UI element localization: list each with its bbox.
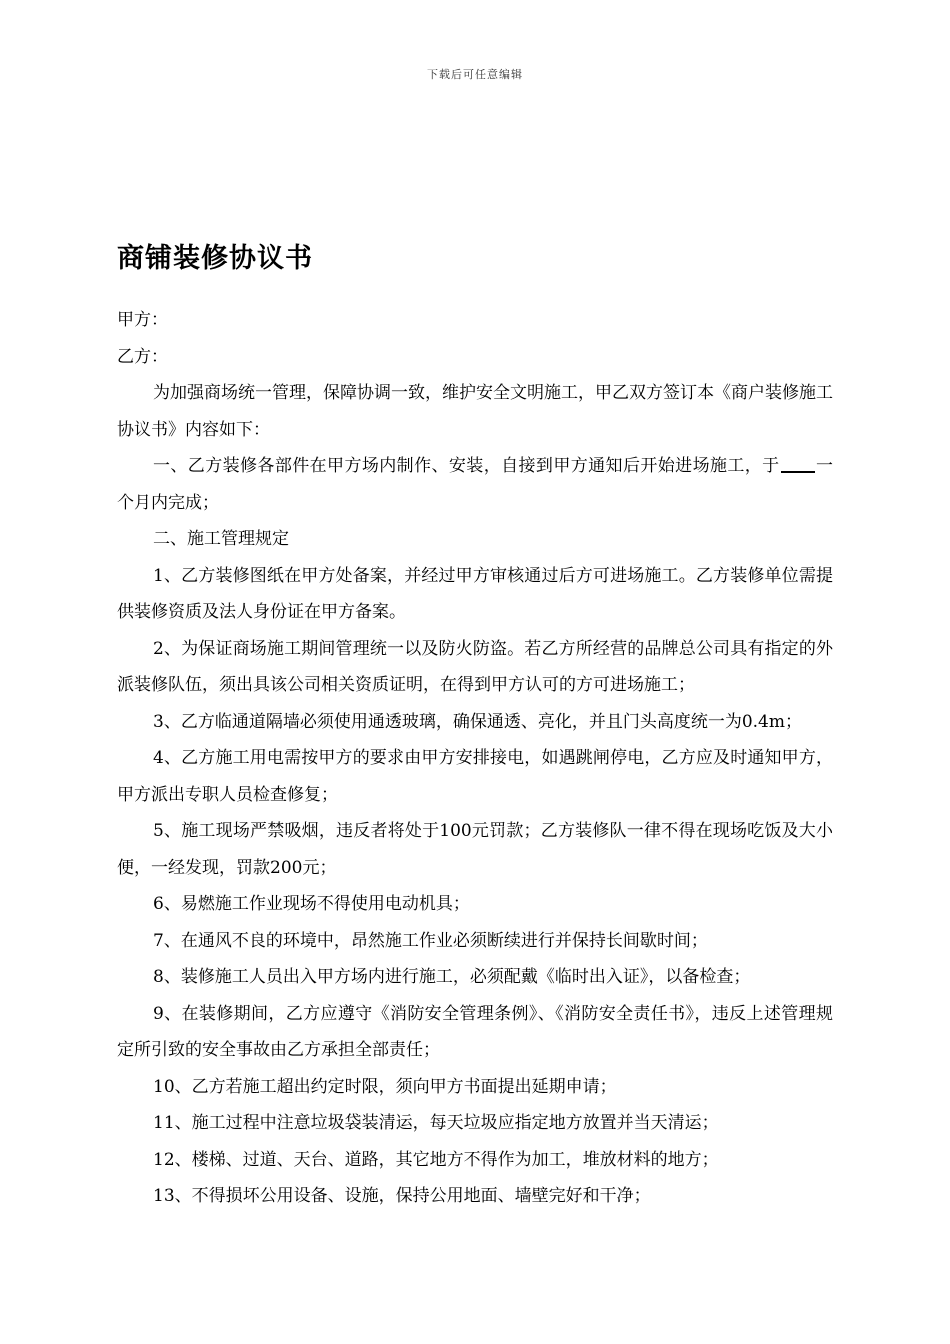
party-a-line: 甲方： (117, 310, 168, 330)
header-note: 下载后可任意编辑 (427, 68, 523, 81)
rule-item-12: 12、楼梯、过道、天台、道路，其它地方不得作为加工，堆放材料的地方； (153, 1149, 719, 1170)
rule-item-10: 10、乙方若施工超出约定时限，须向甲方书面提出延期申请； (153, 1076, 617, 1097)
rule-item-3: 3、乙方临通道隔墙必须使用通透玻璃，确保通透、亮化，并且门头高度统一为0.4m； (153, 711, 802, 732)
document-body (117, 302, 833, 1215)
clause-2-heading: 二、施工管理规定 (153, 529, 289, 549)
rule-item-9: 9、在装修期间，乙方应遵守《消防安全管理条例》、《消防安全责任书》，违反上述管理规定所引致的安全事故由乙方承担全部责任； (117, 1003, 833, 1060)
rule-item-1: 1、乙方装修图纸在甲方处备案，并经过甲方审核通过后方可进场施工。乙方装修单位需提供装修资质及法人身份证在甲方备案。 (117, 565, 833, 622)
rule-item-13: 13、不得损坏公用设备、设施，保持公用地面、墙壁完好和干净； (153, 1186, 651, 1206)
clause-1-text-after: 一个月内完成； (117, 456, 833, 513)
document-title: 商铺装修协议书 (117, 243, 313, 274)
rule-item-2: 2、为保证商场施工期间管理统一以及防火防盗。若乙方所经营的品牌总公司具有指定的外派装修队伍，须出具该公司相关资质证明，在得到甲方认可的方可进场施工； (117, 638, 833, 695)
rule-item-11: 11、施工过程中注意垃圾袋装清运，每天垃圾应指定地方放置并当天清运； (153, 1113, 719, 1133)
intro-paragraph: 为加强商场统一管理，保障协调一致，维护安全文明施工，甲乙双方签订本《商户装修施工协议书》内容如下： (117, 383, 833, 440)
clause-1-text-before: 一、乙方装修各部件在甲方场内制作、安装，自接到甲方通知后开始进场施工，于 (153, 456, 780, 476)
party-b-line: 乙方： (117, 346, 168, 367)
rule-item-8: 8、装修施工人员出入甲方场内进行施工，必须配戴《临时出入证》，以备检查； (153, 967, 751, 987)
fill-in-blank (781, 451, 815, 473)
rule-item-5: 5、施工现场严禁吸烟，违反者将处于100元罚款；乙方装修队一律不得在现场吃饭及大小便，一经发现，罚款200元； (117, 821, 833, 878)
rule-item-6: 6、易燃施工作业现场不得使用电动机具； (153, 894, 470, 914)
rule-item-7: 7、在通风不良的环境中，昂然施工作业必须断续进行并保持长间歇时间； (153, 930, 708, 951)
clause-1-paragraph (117, 448, 833, 521)
rule-item-4: 4、乙方施工用电需按甲方的要求由甲方安排接电，如遇跳闸停电，乙方应及时通知甲方，甲方派出专职人员检查修复； (117, 748, 833, 805)
